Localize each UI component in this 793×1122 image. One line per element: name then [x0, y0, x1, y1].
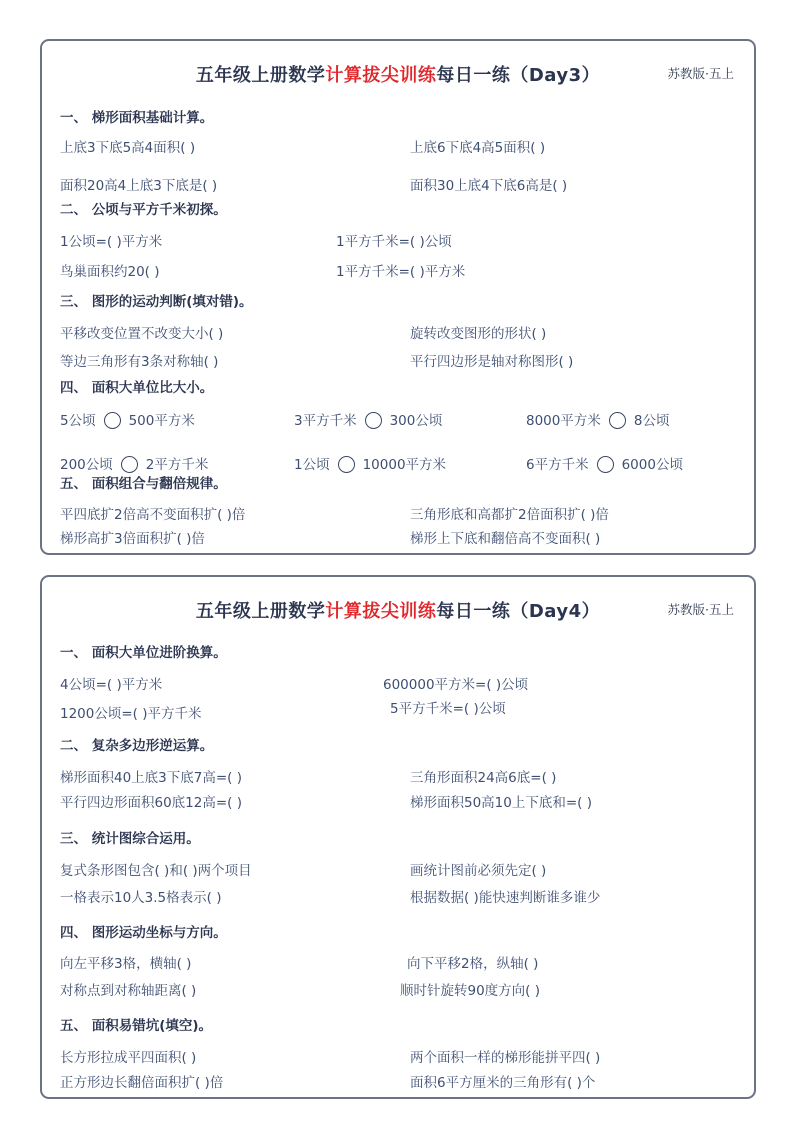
question: 梯形上下底和翻倍高不变面积( ) — [410, 531, 601, 547]
question: 鸟巢面积约20( ) — [60, 264, 160, 280]
question: 顺时针旋转90度方向( ) — [400, 983, 541, 999]
section-heading: 二、 复杂多边形逆运算。 — [60, 738, 214, 754]
question: 面积30上底4下底6高是( ) — [410, 178, 568, 194]
question: 上底6下底4高5面积( ) — [410, 140, 546, 156]
question: 对称点到对称轴距离( ) — [60, 983, 197, 999]
question: 平行四边形面积60底12高=( ) — [60, 795, 242, 811]
question: 三角形底和高都扩2倍面积扩( )倍 — [410, 507, 609, 523]
question: 5平方千米=( )公顷 — [390, 701, 506, 717]
compare-item: 6平方千米 6000公顷 — [526, 457, 683, 473]
question: 画统计图前必须先定( ) — [410, 863, 547, 879]
question: 平行四边形是轴对称图形( ) — [410, 354, 574, 370]
compare-item: 5公顷 500平方米 — [60, 413, 195, 429]
question: 1公顷=( )平方米 — [60, 234, 163, 250]
question: 1平方千米=( )公顷 — [336, 234, 452, 250]
question: 向下平移2格，纵轴( ) — [407, 956, 539, 972]
question: 三角形面积24高6底=( ) — [410, 770, 557, 786]
question: 长方形拉成平四面积( ) — [60, 1050, 197, 1066]
compare-item: 200公顷 2平方千米 — [60, 457, 209, 473]
section-heading: 三、 图形的运动判断(填对错)。 — [60, 294, 253, 310]
question: 两个面积一样的梯形能拼平四( ) — [410, 1050, 601, 1066]
question: 正方形边长翻倍面积扩( )倍 — [60, 1075, 224, 1091]
compare-circle[interactable] — [121, 456, 138, 473]
question: 一格表示10人3.5格表示( ) — [60, 890, 222, 906]
section-heading: 一、 面积大单位进阶换算。 — [60, 645, 227, 661]
question: 面积6平方厘米的三角形有( )个 — [410, 1075, 596, 1091]
worksheet-day4 — [40, 575, 756, 1099]
compare-circle[interactable] — [597, 456, 614, 473]
compare-circle[interactable] — [338, 456, 355, 473]
edition-label: 苏教版·五上 — [667, 602, 734, 617]
question: 梯形高扩3倍面积扩( )倍 — [60, 531, 205, 547]
compare-item: 8000平方米 8公顷 — [526, 413, 670, 429]
compare-circle[interactable] — [104, 412, 121, 429]
section-heading: 三、 统计图综合运用。 — [60, 831, 200, 847]
question: 旋转改变图形的形状( ) — [410, 326, 547, 342]
question: 平四底扩2倍高不变面积扩( )倍 — [60, 507, 246, 523]
question: 1200公顷=( )平方千米 — [60, 706, 202, 722]
question: 向左平移3格，横轴( ) — [60, 956, 192, 972]
question: 600000平方米=( )公顷 — [383, 677, 529, 693]
section-heading: 四、 面积大单位比大小。 — [60, 380, 214, 396]
compare-item: 3平方千米 300公顷 — [294, 413, 443, 429]
compare-circle[interactable] — [365, 412, 382, 429]
question: 根据数据( )能快速判断谁多谁少 — [410, 890, 601, 906]
question: 上底3下底5高4面积( ) — [60, 140, 196, 156]
question: 等边三角形有3条对称轴( ) — [60, 354, 219, 370]
question: 复式条形图包含( )和( )两个项目 — [60, 863, 252, 879]
compare-circle[interactable] — [609, 412, 626, 429]
section-heading: 五、 面积易错坑(填空)。 — [60, 1018, 213, 1034]
section-heading: 五、 面积组合与翻倍规律。 — [60, 476, 227, 492]
compare-item: 1公顷 10000平方米 — [294, 457, 447, 473]
section-heading: 四、 图形运动坐标与方向。 — [60, 925, 227, 941]
section-heading: 一、 梯形面积基础计算。 — [60, 110, 214, 126]
question: 梯形面积50高10上下底和=( ) — [410, 795, 592, 811]
question: 4公顷=( )平方米 — [60, 677, 163, 693]
question: 1平方千米=( )平方米 — [336, 264, 466, 280]
worksheet-title: 五年级上册数学计算拔尖训练每日一练（Day3） — [195, 65, 601, 86]
question: 梯形面积40上底3下底7高=( ) — [60, 770, 242, 786]
question: 平移改变位置不改变大小( ) — [60, 326, 224, 342]
worksheet-day3 — [40, 39, 756, 555]
edition-label: 苏教版·五上 — [667, 66, 734, 81]
worksheet-title: 五年级上册数学计算拔尖训练每日一练（Day4） — [195, 601, 601, 622]
section-heading: 二、 公顷与平方千米初探。 — [60, 202, 227, 218]
question: 面积20高4上底3下底是( ) — [60, 178, 218, 194]
